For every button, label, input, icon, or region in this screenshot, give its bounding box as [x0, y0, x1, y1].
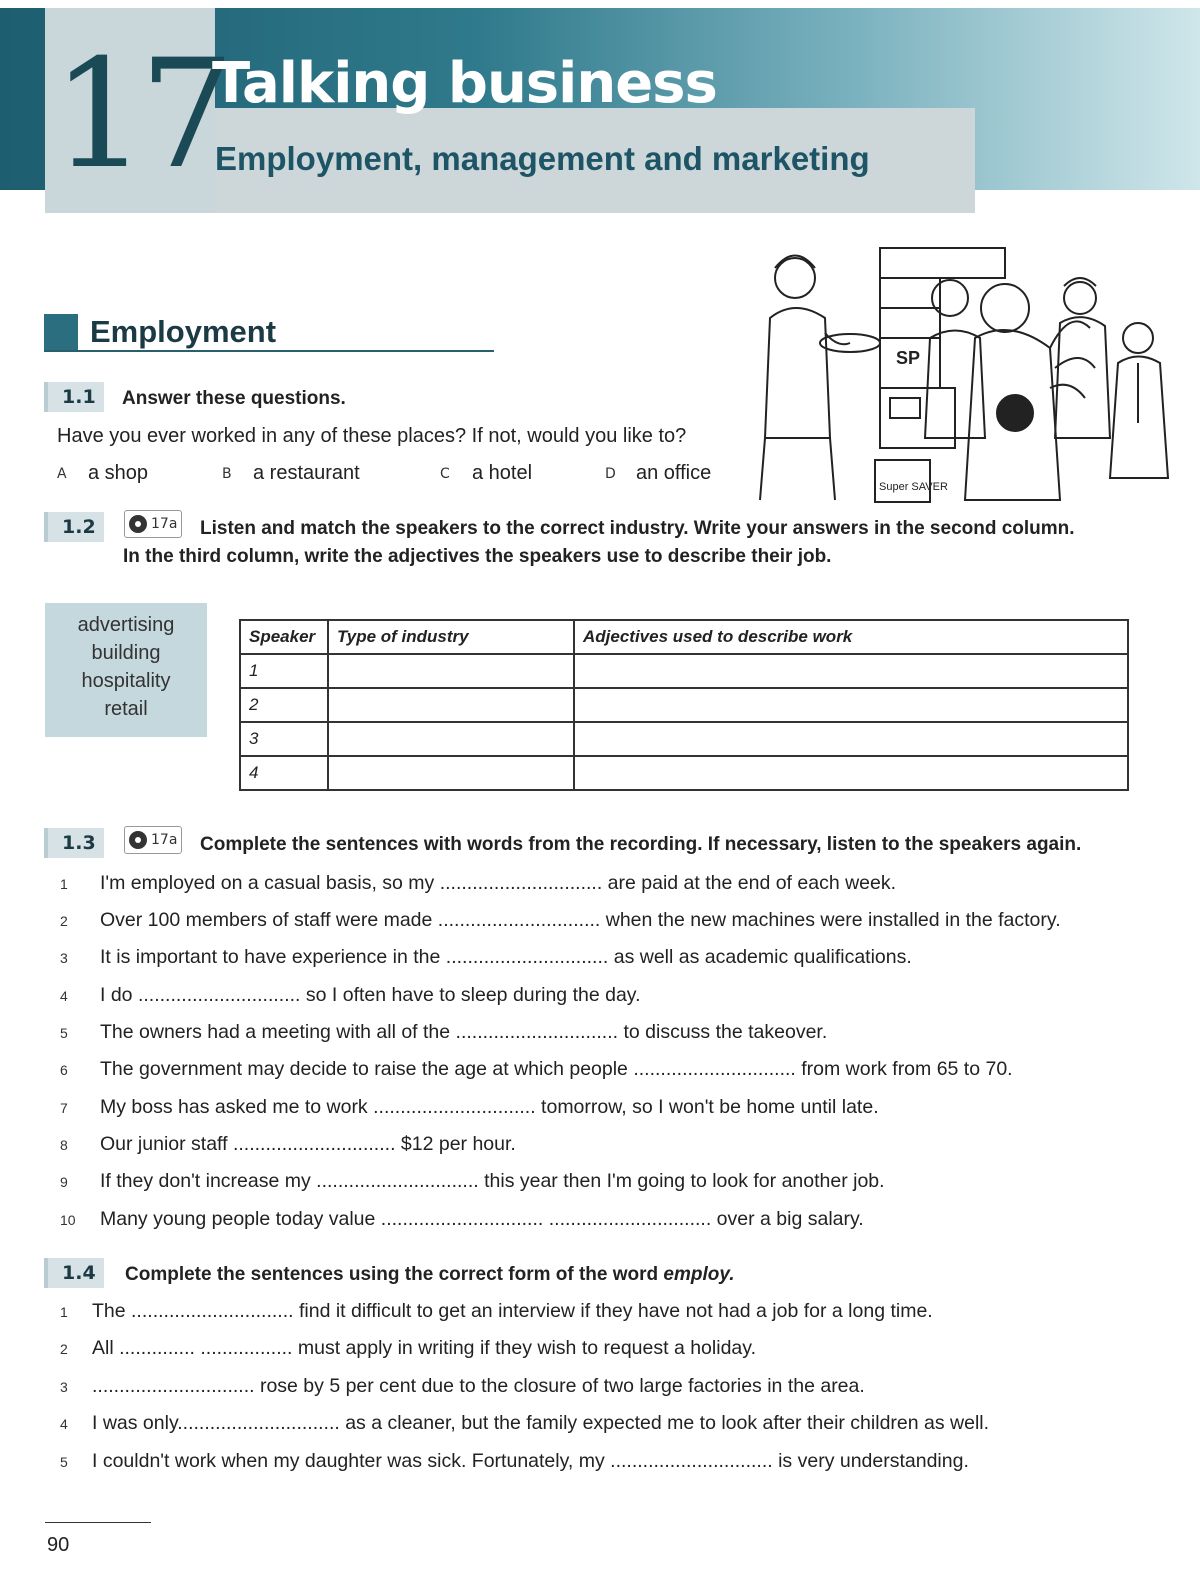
adjectives-answer-cell[interactable]: [574, 654, 1128, 688]
industry-answer-cell[interactable]: [328, 654, 574, 688]
industry-answer-cell[interactable]: [328, 722, 574, 756]
option-letter-d: D: [605, 466, 616, 482]
list-item: 7 My boss has asked me to work .............................. tomorrow, so I won't be home until late.: [60, 1096, 879, 1118]
option-text-b: a restaurant: [253, 462, 360, 484]
list-item: 8 Our junior staff .............................. $12 per hour.: [60, 1133, 516, 1155]
target-word: employ.: [663, 1264, 735, 1285]
exercise-1-2-instruction-2: In the third column, write the adjectives the speakers use to describe their job.: [123, 546, 832, 567]
word-box-item: retail: [104, 698, 148, 720]
list-item: 2 All .............. ................. must apply in writing if they wish to request a holiday.: [60, 1337, 756, 1359]
illustration-sign-sp: SP: [896, 348, 921, 368]
exercise-1-3-instruction: Complete the sentences with words from the recording. If necessary, listen to the speakers again.: [200, 834, 1082, 855]
list-item: 3 .............................. rose by 5 per cent due to the closure of two large factories in the area.: [60, 1375, 865, 1397]
list-item: 2 Over 100 members of staff were made .............................. when the new machines were installed in the factory.: [60, 909, 1061, 931]
answer-table: [239, 619, 1129, 791]
list-item: 5 The owners had a meeting with all of the .............................. to discuss the takeover.: [60, 1021, 828, 1043]
table-row: 3: [240, 722, 1128, 756]
option-letter-a: A: [57, 466, 67, 482]
option-letter-c: C: [440, 466, 450, 482]
list-item: 5 I couldn't work when my daughter was sick. Fortunately, my .............................. is very understanding.: [60, 1450, 969, 1472]
list-item: 1 The .............................. find it difficult to get an interview if they have not had a job for a long time.: [60, 1300, 933, 1322]
page-number: 90: [47, 1534, 70, 1556]
shop-workers-illustration: [750, 238, 1190, 506]
table-row: 1: [240, 654, 1128, 688]
option-text-d: an office: [636, 462, 712, 484]
chapter-subtitle: Employment, management and marketing: [215, 140, 870, 177]
list-item: 9 If they don't increase my .............................. this year then I'm going to look for another job.: [60, 1170, 885, 1192]
audio-track-badge[interactable]: 17a: [124, 510, 182, 538]
illustration-sign-saver: Super SAVER: [879, 481, 948, 493]
table-row: 2: [240, 688, 1128, 722]
industry-answer-cell[interactable]: [328, 688, 574, 722]
exercise-1-2-instruction: Listen and match the speakers to the correct industry. Write your answers in the second column.: [200, 518, 1075, 539]
chapter-title: Talking business: [212, 51, 717, 116]
option-text-c: a hotel: [472, 462, 533, 484]
section-heading: [44, 314, 494, 352]
word-box-item: advertising: [77, 614, 175, 636]
cd-icon: [129, 515, 147, 533]
exercise-1-1-instruction: Answer these questions.: [122, 388, 346, 409]
adjectives-answer-cell[interactable]: [574, 688, 1128, 722]
adjectives-answer-cell[interactable]: [574, 756, 1128, 790]
list-item: 4 I do .............................. so I often have to sleep during the day.: [60, 984, 641, 1006]
exercise-number-1-4: 1.4: [44, 1258, 104, 1288]
word-box-item: hospitality: [81, 670, 171, 692]
chapter-number: 17: [52, 28, 227, 202]
industry-answer-cell[interactable]: [328, 756, 574, 790]
list-item: 3 It is important to have experience in the .............................. as well as academic qualifications.: [60, 946, 912, 968]
exercise-1-1-question: Have you ever worked in any of these places? If not, would you like to?: [57, 425, 687, 447]
footer-rule: [45, 1522, 151, 1523]
exercise-number-1-3: 1.3: [44, 828, 104, 858]
list-item: 4 I was only.............................. as a cleaner, but the family expected me to look after their children as well.: [60, 1412, 990, 1434]
word-box: [45, 603, 207, 737]
adjectives-answer-cell[interactable]: [574, 722, 1128, 756]
option-letter-b: B: [222, 466, 232, 482]
exercise-1-4-instruction: Complete the sentences using the correct form of the word employ.: [125, 1264, 735, 1285]
list-item: 10 Many young people today value .............................. .............................. over a big salary.: [60, 1208, 864, 1230]
table-header: Speaker: [240, 620, 328, 654]
audio-track-badge[interactable]: 17a: [124, 826, 182, 854]
list-item: 6 The government may decide to raise the age at which people .............................. from work from 65 to 70.: [60, 1058, 1013, 1080]
word-box-item: building: [91, 642, 161, 664]
cd-icon: [129, 831, 147, 849]
table-header: Type of industry: [328, 620, 574, 654]
exercise-number-1-1: 1.1: [44, 382, 104, 412]
table-header: Adjectives used to describe work: [574, 620, 1128, 654]
section-title: Employment: [90, 314, 277, 349]
list-item: 1 I'm employed on a casual basis, so my .............................. are paid at the end of each week.: [60, 872, 897, 894]
option-text-a: a shop: [88, 462, 149, 484]
exercise-number-1-2: 1.2: [44, 512, 104, 542]
table-row: 4: [240, 756, 1128, 790]
